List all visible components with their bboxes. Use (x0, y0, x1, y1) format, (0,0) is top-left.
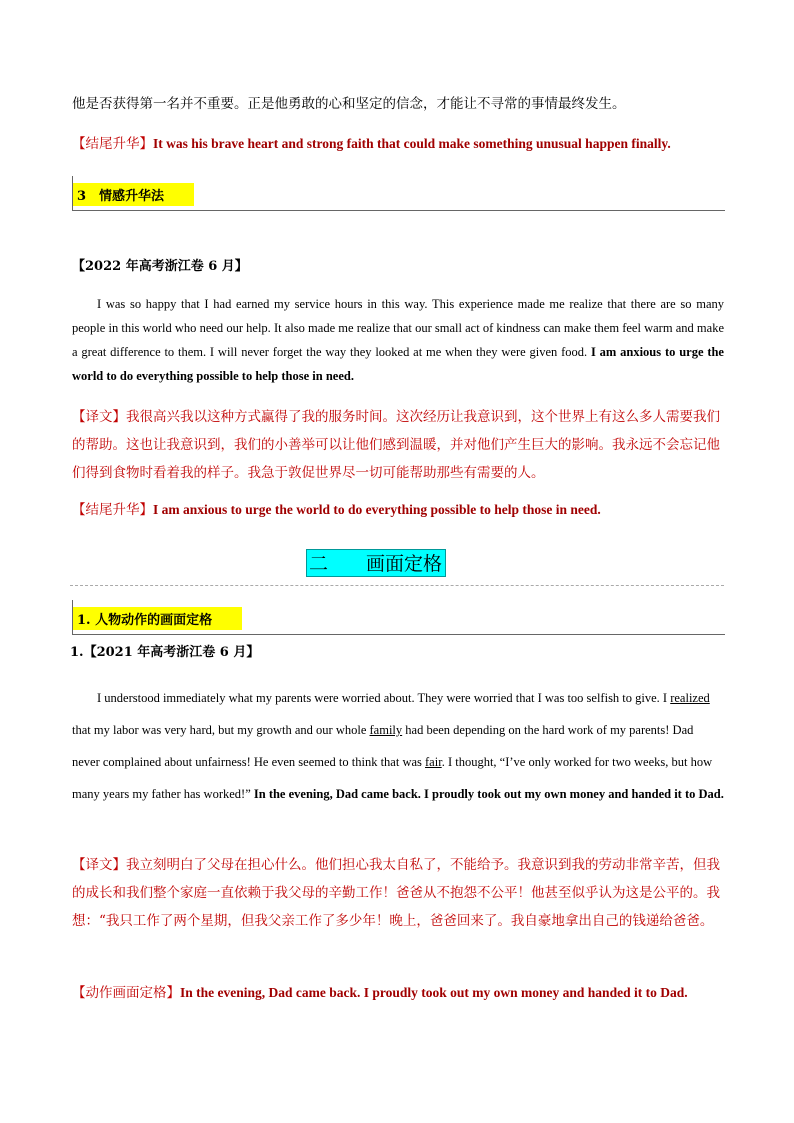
action-freeze-highlight (72, 981, 724, 1005)
translation-tag: 【译文】 (72, 857, 126, 873)
exam-source-2021: 1.【2021 年高考浙江卷 6 月】 (70, 645, 260, 660)
paragraph-chinese-intro: 他是否获得第一名并不重要。正是他勇敢的心和坚定的信念，才能让不寻常的事情最终发生。 (72, 96, 626, 112)
passage-text: that my labor was very hard, but my growth and our whole (72, 723, 370, 737)
subsection-1-title: 1. 人物动作的画面定格 (73, 607, 242, 630)
action-tag: 【动作画面定格】 (72, 985, 180, 1001)
ending-tag: 【结尾升华】 (72, 136, 153, 152)
section-3-title: 3 情感升华法 (73, 183, 194, 206)
passage-text: had been depending on the hard work of my parents! Dad never complained about unfairness! He even seemed to think that was (72, 723, 694, 769)
passage-text: . I thought, “I’ve only worked for two weeks, but how many years my father has worked!” (72, 755, 713, 801)
passage-2022 (72, 292, 724, 388)
translation-tag: 【译文】 (72, 409, 126, 425)
ending-text: I am anxious to urge the world to do everything possible to help those in need. (153, 502, 601, 517)
ending-tag: 【结尾升华】 (72, 502, 153, 518)
passage-text: I was so happy that I had earned my service hours in this way. This experience made me realize that there are so many people in this world who need our help. It also made me realize that our small act of kindness can make them feel warm and make a great difference to them. I will never forget the way they looked at me when they were given food. (72, 297, 724, 359)
underlined-word: family (369, 723, 403, 737)
ending-highlight-1 (72, 132, 724, 156)
divider (70, 585, 724, 586)
passage-key-sentence: I am anxious to urge the world to do everything possible to help those in need. (72, 345, 724, 383)
translation-1 (72, 403, 724, 487)
section-3-header (72, 176, 725, 211)
underlined-word: fair (425, 755, 442, 769)
underlined-word: realized (670, 691, 710, 705)
ending-text: It was his brave heart and strong faith that could make something unusual happen finally. (153, 136, 671, 151)
passage-2021 (72, 682, 724, 810)
action-text: In the evening, Dad came back. I proudly took out my own money and handed it to Dad. (180, 985, 688, 1000)
exam-source-2022: 【2022 年高考浙江卷 6 月】 (72, 259, 248, 274)
passage-text: I understood immediately what my parents were worried about. They were worried that I was too selfish to give. I (97, 691, 671, 705)
part-2-title: 二 画面定格 (306, 549, 446, 577)
subsection-1-header (72, 600, 725, 635)
translation-2 (72, 851, 724, 935)
passage-key-sentence: In the evening, Dad came back. I proudly took out my own money and handed it to Dad. (253, 787, 724, 801)
translation-text: 我立刻明白了父母在担心什么。他们担心我太自私了，不能给予。我意识到我的劳动非常辛苦，但我的成长和我们整个家庭一直依赖于我父母的辛勤工作！爸爸从不抱怨不公平！他甚至似乎认为这是公平的。我想：“我只工作了两个星期，但我父亲工作了多少年！晚上，爸爸回来了。我自豪地拿出自己的钱递给爸爸。 (72, 857, 720, 929)
ending-highlight-2 (72, 498, 724, 522)
translation-text: 我很高兴我以这种方式赢得了我的服务时间。这次经历让我意识到，这个世界上有这么多人需要我们的帮助。这也让我意识到，我们的小善举可以让他们感到温暖，并对他们产生巨大的影响。我永远不会忘记他们得到食物时看着我的样子。我急于敦促世界尽一切可能帮助那些有需要的人。 (72, 409, 720, 481)
